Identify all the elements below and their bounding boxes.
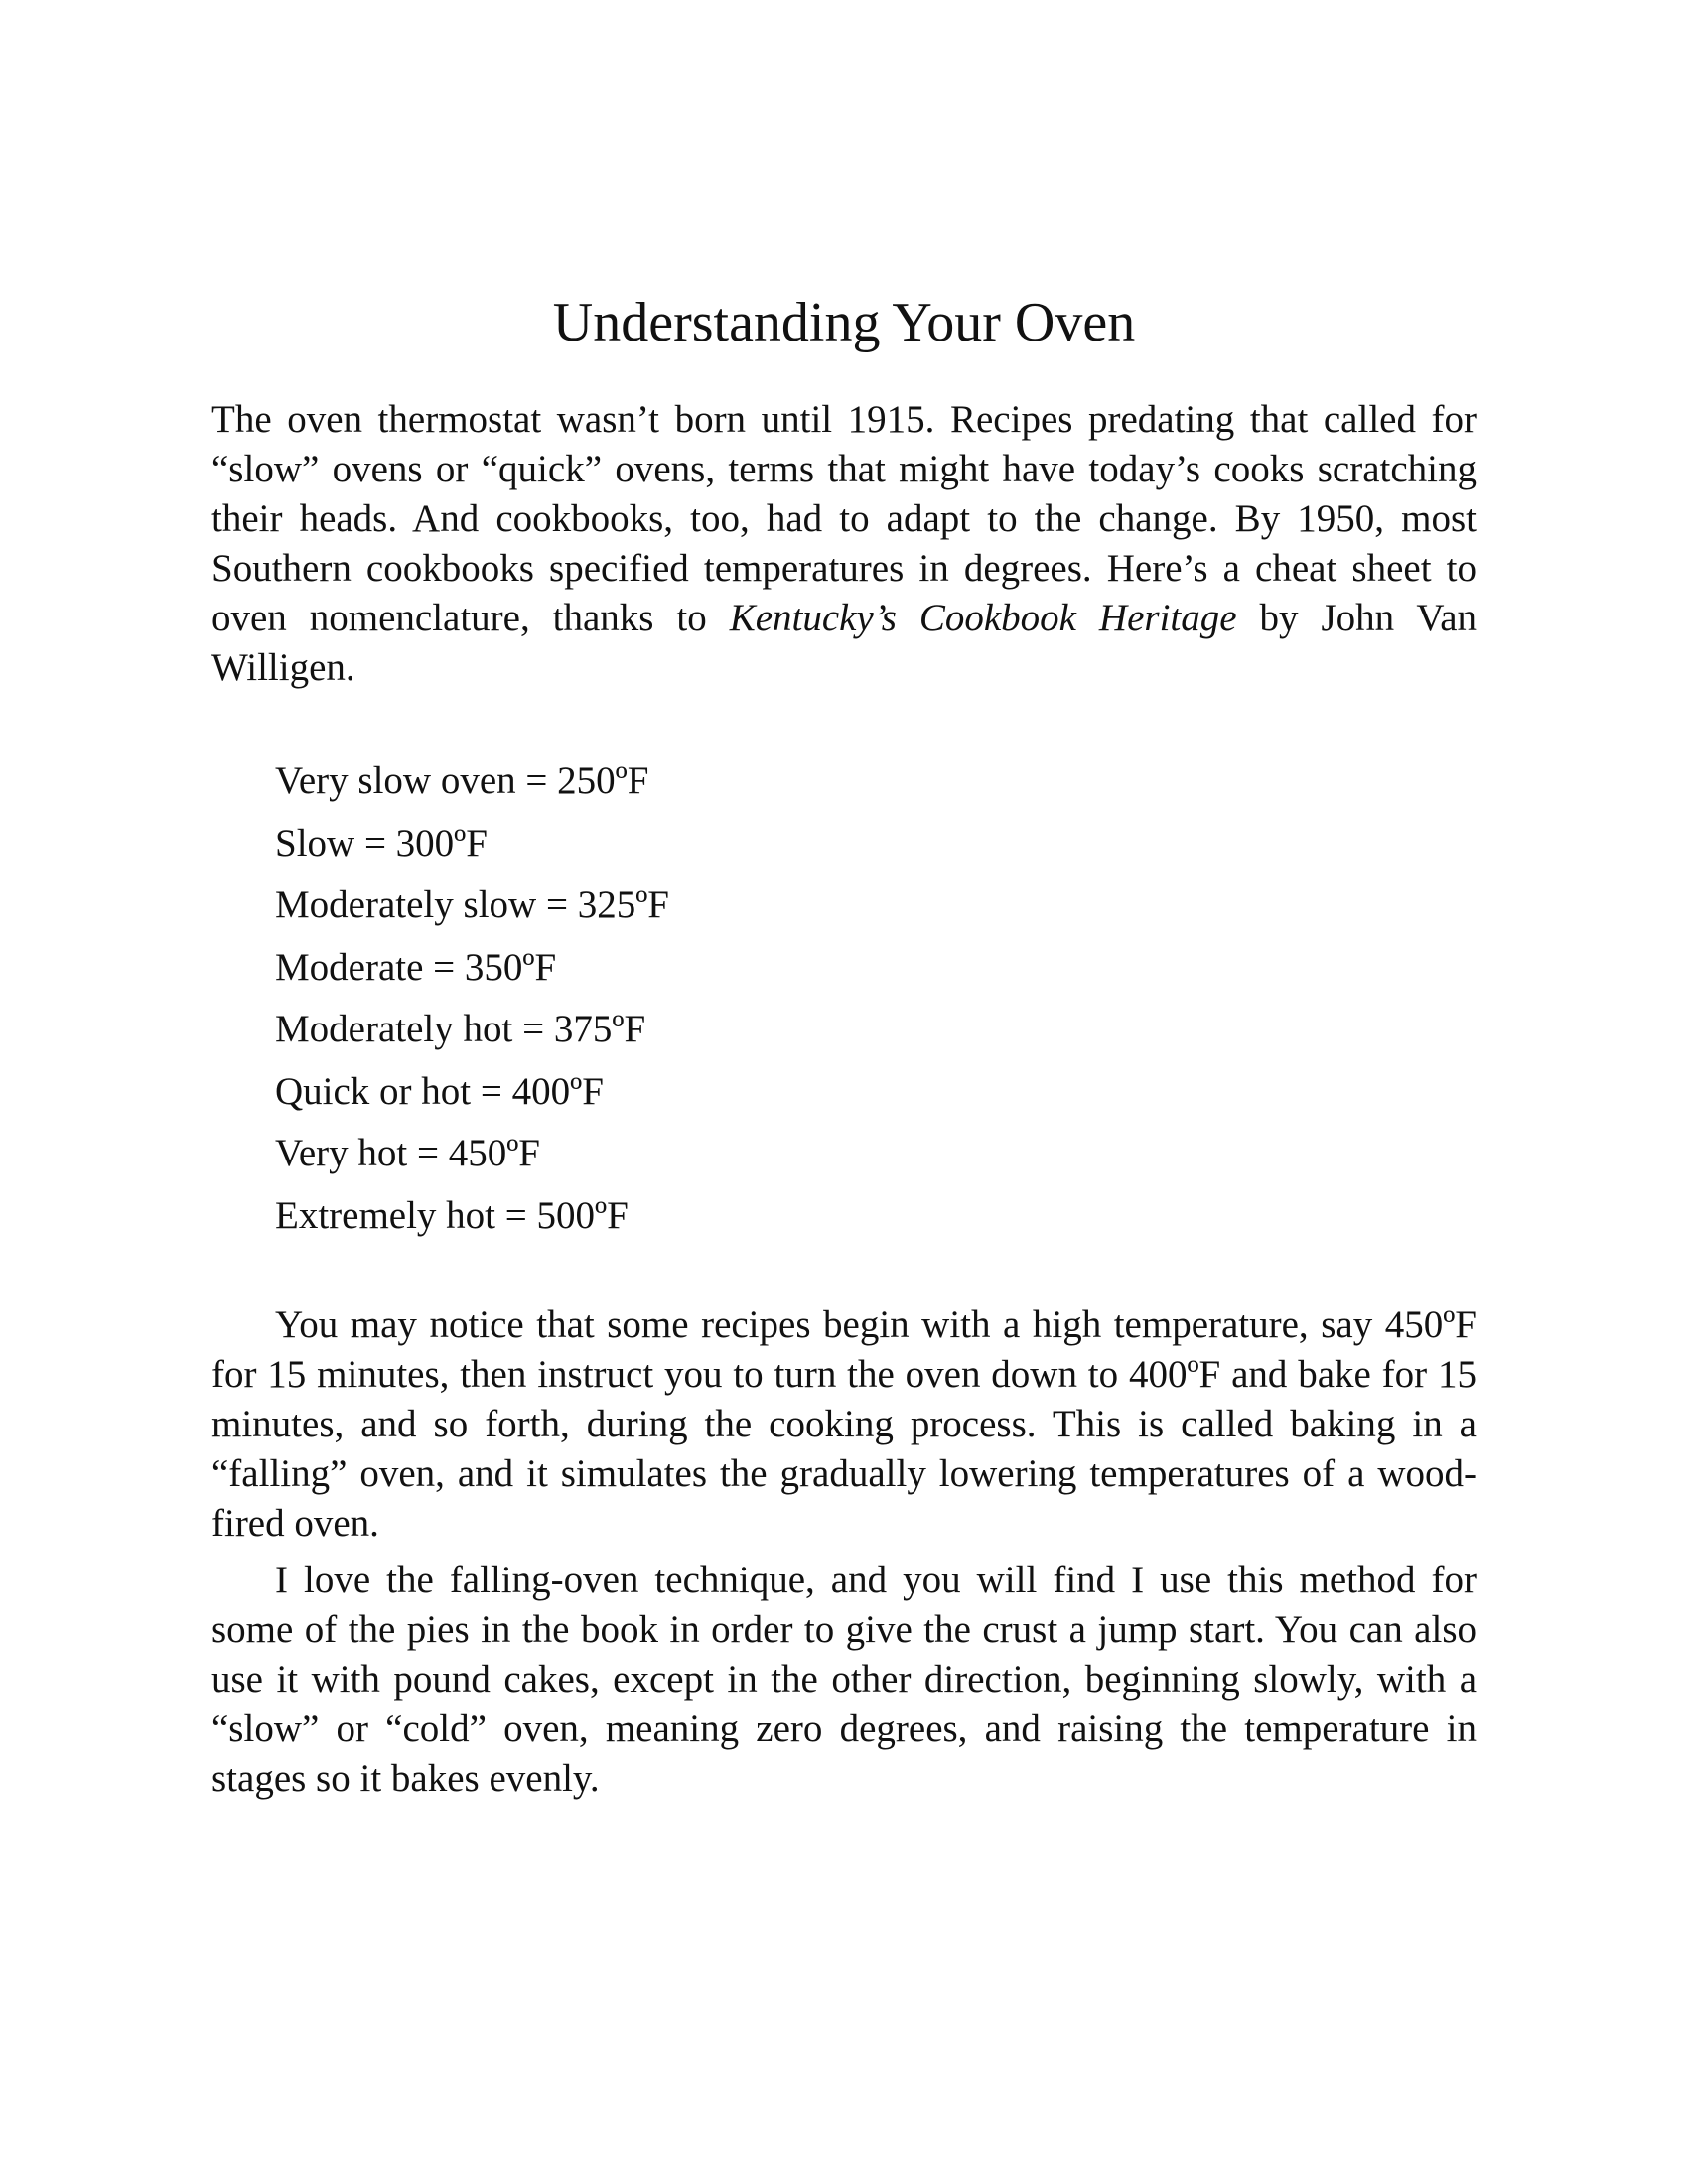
- oven-temperature-list: [275, 756, 669, 1253]
- oven-temperature-item: Moderately slow = 325ºF: [275, 884, 669, 926]
- technique-paragraph: I love the falling-oven technique, and you will find I use this method for some of the pies in the book in order to give the crust a jump start. You can also use it with pound cakes, except in the other direction, beginning slowly, with a “slow” or “cold” oven, meaning zero degrees, and raising the temperature in stages so it bakes evenly.: [211, 1559, 1477, 1800]
- intro-paragraph: [211, 395, 1477, 693]
- oven-temperature-item: Quick or hot = 400ºF: [275, 1069, 604, 1113]
- book-title: Kentucky’s Cookbook Heritage: [729, 597, 1237, 639]
- oven-temperature-item: Very slow oven = 250ºF: [275, 759, 649, 802]
- oven-temperature-item: Moderately hot = 375ºF: [275, 1008, 646, 1050]
- falling-oven-paragraph: You may notice that some recipes begin with a high temperature, say 450ºF for 15 minutes, then instruct you to turn the oven down to 400ºF and bake for 15 minutes, and so forth, during the cooking process. This is called baking in a “falling” oven, and it simulates the gradually lowering temperatures of a wood-fired oven.: [211, 1303, 1477, 1545]
- intro-text-after: by John Van Willigen.: [211, 597, 1477, 689]
- oven-temperature-item: Extremely hot = 500ºF: [275, 1193, 629, 1237]
- oven-temperature-item: Slow = 300ºF: [275, 821, 488, 865]
- intro-text-before: The oven thermostat wasn’t born until 1915. Recipes predating that called for “slow” ovens or “quick” ovens, terms that might have today’s cooks scratching their heads. And cookbooks, too, had to adapt to the change. By 1950, most Southern cookbooks specified temperatures in degrees. Here’s a cheat sheet to oven nomenclature, thanks to: [211, 398, 1477, 639]
- oven-temperature-item: Moderate = 350ºF: [275, 945, 557, 989]
- page-title: Understanding Your Oven: [552, 292, 1136, 353]
- oven-temperature-item: Very hot = 450ºF: [275, 1132, 541, 1174]
